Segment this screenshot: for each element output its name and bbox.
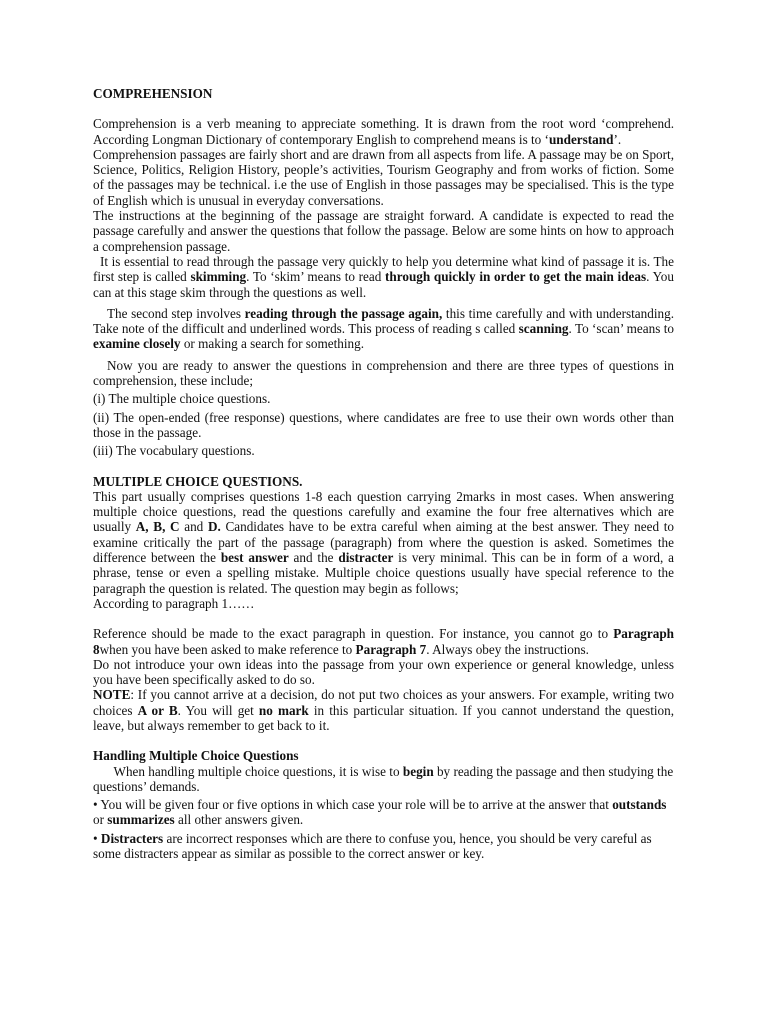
list-item: (ii) The open-ended (free response) questions, where candidates are free to use their own words other than those in the passage.	[93, 409, 674, 440]
note-paragraph: NOTE: If you cannot arrive at a decision, do not put two choices as your answers. For example, writing two choices A or B. You will get no mark in this particular situation. If you cannot understand the question, leave, but always remember to get back to it.	[93, 687, 675, 733]
page-title: COMPREHENSION	[93, 86, 213, 101]
bold-term: examine closely	[93, 336, 181, 352]
bullet-item: • You will be given four or five options in which case your role will be to arrive at the answer that outstands or summarizes all other answers given.	[93, 797, 667, 828]
bold-term: reading through the passage again,	[244, 305, 443, 321]
bullet-item: • Distracters are incorrect responses which are there to confuse you, hence, you should be very careful as some distracters appear as similar as possible to the correct answer or key.	[93, 830, 652, 862]
handling-section	[93, 764, 674, 862]
bold-term: NOTE	[93, 687, 131, 703]
list-item: (i) The multiple choice questions.	[93, 391, 271, 407]
section-heading-handling: Handling Multiple Choice Questions	[93, 748, 299, 764]
bold-term: understand	[548, 131, 614, 147]
bold-term: no mark	[258, 702, 309, 718]
bold-term: Paragraph 8	[93, 626, 674, 657]
paragraph: This part usually comprises questions 1-8 each question carrying 2marks in most cases. When answering multiple choice questions, read the questions carefully and examine the four free alternatives which are usually A, B, C and D. Candidates have to be extra careful when aiming at the best answer. They need to examine critically the part of the passage (paragraph) from where the question is asked. Sometimes the difference between the best answer and the distracter is very minimal. This can be in form of a word, a phrase, tense or even a spelling mistake. Multiple choice questions usually have special reference to the paragraph the question is related. The question may begin as follows;	[93, 488, 674, 596]
paragraph: Comprehension is a verb meaning to appreciate something. It is drawn from the root word ‘comprehend. According Longman Dictionary of contemporary English to comprehend means is to ‘understand’.	[93, 116, 674, 147]
bold-term: outstands	[612, 797, 667, 813]
bold-term: A or B	[137, 702, 178, 718]
paragraph: The second step involves reading through the passage again, this time carefully and with understanding. Take note of the difficult and underlined words. This process of reading s called scanning. To ‘scan’ means to examine closely or making a search for something.	[93, 305, 674, 352]
bold-term: skimming	[190, 269, 247, 285]
mcq-section	[93, 489, 674, 733]
paragraph: It is essential to read through the passage very quickly to help you determine what kind of passage it is. The first step is called skimming. To ‘skim’ means to read through quickly in order to get the main ideas. You can at this stage skim through the questions as well.	[93, 253, 674, 300]
bullet-item: When handling multiple choice questions, it is wise to begin by reading the passage and then studying the questions’ demands.	[93, 763, 653, 794]
bold-term: D.	[207, 519, 221, 535]
bold-term: distracter	[338, 550, 394, 566]
bold-term: summarizes	[107, 812, 175, 828]
paragraph: Reference should be made to the exact paragraph in question. For instance, you cannot go to Paragraph 8when you have been asked to make reference to Paragraph 7. Always obey the instructions.	[93, 626, 674, 657]
section-heading-mcq: MULTIPLE CHOICE QUESTIONS.	[93, 473, 303, 489]
bold-term: through quickly in order to get the main ideas	[385, 269, 647, 285]
document-page	[93, 86, 674, 861]
bold-term: Distracters	[100, 830, 164, 846]
bold-term: best answer	[220, 550, 289, 566]
paragraph: Do not introduce your own ideas into the passage from your own experience or general knowledge, unless you have been specifically asked to do so.	[93, 656, 674, 688]
intro-section	[93, 116, 674, 458]
list-item: (iii) The vocabulary questions.	[93, 443, 255, 459]
bold-term: Paragraph 7	[355, 641, 427, 657]
bold-term: scanning	[518, 321, 569, 337]
paragraph: According to paragraph 1……	[93, 595, 255, 611]
bold-term: begin	[382, 763, 414, 779]
paragraph: The instructions at the beginning of the passage are straight forward. A candidate is expected to read the passage carefully and answer the questions that follow the passage. Below are some hints on how to approach a comprehension passage.	[93, 208, 674, 254]
paragraph: Now you are ready to answer the questions in comprehension and there are three types of questions in comprehension, these include;	[93, 357, 674, 389]
paragraph: Comprehension passages are fairly short and are drawn from all aspects from life. A passage may be on Sport, Science, Politics, Religion History, people’s activities, Tourism Geography and from works of fiction. Some of the passages may be technical. i.e the use of English in those passages may be specialised. This is the type of English which is unusual in everyday conversations.	[93, 146, 674, 208]
bold-term: A, B, C	[135, 519, 180, 535]
